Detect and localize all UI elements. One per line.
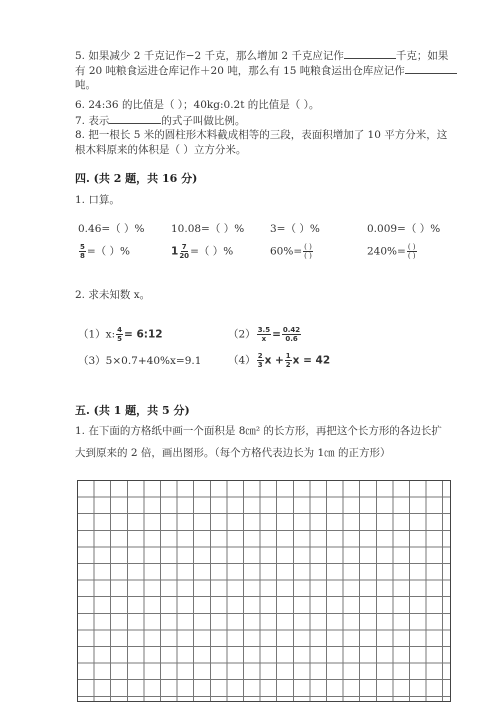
denominator: 8 [80, 252, 85, 260]
calc-item-6 [171, 243, 233, 260]
denominator: 0.6 [285, 335, 298, 343]
calc-item-5 [78, 243, 130, 260]
drawing-question-text-1: 1. 在下面的方格纸中画一个面积是 8㎝² 的长方形，再把这个长方形的各边长扩 [75, 425, 442, 437]
equation-1 [78, 326, 163, 343]
denominator: ( ) [304, 252, 312, 260]
graph-paper-grid[interactable] [77, 480, 451, 702]
calc-item-8-lead: 240%= [367, 245, 406, 258]
calc-item-4-text: 0.009=（ ）% [367, 223, 441, 235]
q5-text-d: 吨。 [75, 79, 96, 91]
q7-text-a: 7. 表示 [75, 115, 110, 127]
fraction [79, 243, 86, 260]
calc-item-1 [78, 222, 145, 236]
q8-text-b: 根木料原来的体积是（ ）立方分米。 [75, 144, 247, 156]
fraction [257, 326, 271, 343]
equation-2 [228, 326, 302, 343]
calc-item-3-text: 3=（ ）% [270, 223, 320, 235]
equation-4-lead: （4） [228, 354, 256, 367]
numerator: 4 [117, 326, 123, 334]
denominator: ( ) [407, 252, 416, 260]
fraction [303, 243, 313, 260]
oral-calc-title-text: 1. 口算。 [75, 194, 120, 206]
question-5-line-3 [75, 78, 96, 92]
calc-item-2-text: 10.08=（ ）% [171, 223, 245, 235]
equation-4-mid: x + [264, 354, 284, 367]
question-8-line-2 [75, 143, 246, 157]
q8-text-a: 8. 把一根长 5 米的圆柱形木料截成相等的三段，表面积增加了 10 平方分米，这 [75, 129, 448, 141]
calc-item-7 [270, 243, 314, 260]
numerator: 1 [285, 352, 291, 360]
equation-1-tail: = 6:12 [124, 328, 163, 341]
whole-number: 1 [171, 245, 179, 258]
denominator: x [261, 335, 267, 343]
answer-blank[interactable] [344, 48, 396, 59]
calc-item-8 [367, 243, 418, 260]
q5-text-c: 有 20 吨粮食运进仓库记作＋20 吨，那么有 15 吨粮食运出仓库应记作 [75, 65, 405, 77]
drawing-question-line-1 [75, 424, 442, 438]
fraction [116, 326, 123, 343]
calc-item-3 [270, 222, 320, 236]
denominator: 2 [285, 361, 291, 369]
solve-x-title [75, 288, 150, 302]
oral-calc-title [75, 193, 120, 207]
calc-item-1-text: 0.46=（ ）% [78, 223, 145, 235]
q5-text-b: 千克；如果 [395, 50, 449, 62]
calc-item-2 [171, 222, 244, 236]
equation-1-lead: （1）x: [78, 328, 116, 341]
numerator: ( ) [304, 243, 312, 251]
fraction [179, 243, 189, 260]
equation-4 [228, 352, 330, 369]
calc-item-5-tail: =（ ）% [86, 245, 130, 258]
question-8-line-1 [75, 128, 447, 142]
drawing-question-text-2: 大到原来的 2 倍，画出图形。（每个方格代表边长为 1㎝ 的正方形） [75, 447, 391, 459]
section-4-title [75, 170, 197, 186]
calc-item-7-lead: 60%= [270, 245, 303, 258]
section-4-title-text: 四. (共 2 题，共 16 分) [75, 172, 198, 185]
equation-3 [78, 354, 201, 368]
denominator: 3 [257, 361, 263, 369]
calc-item-6-tail: =（ ）% [190, 245, 234, 258]
numerator: 5 [80, 243, 85, 251]
answer-blank[interactable] [405, 63, 457, 74]
numerator: 3.5 [257, 326, 271, 334]
question-6 [75, 98, 319, 112]
question-5-line-1 [75, 48, 448, 63]
fraction [285, 352, 292, 369]
numerator: 2 [257, 352, 263, 360]
q6-text: 6. 24:36 的比值是（ ）；40kg:0.2t 的比值是（ ）。 [75, 99, 320, 111]
equation-3-text: （3）5×0.7+40%x=9.1 [78, 355, 202, 367]
equation-4-tail: x = 42 [292, 354, 331, 367]
denominator: 5 [117, 335, 123, 343]
numerator: ( ) [407, 243, 416, 251]
equals-sign: = [272, 328, 281, 341]
section-5-title [75, 402, 190, 418]
q7-text-b: 的式子叫做比例。 [161, 115, 246, 127]
fraction [407, 243, 417, 260]
answer-blank[interactable] [109, 113, 161, 124]
question-7 [75, 113, 245, 128]
denominator: 20 [179, 252, 190, 260]
solve-x-title-text: 2. 求未知数 x。 [75, 289, 151, 301]
question-5-line-2 [75, 63, 457, 78]
calc-item-4 [367, 222, 440, 236]
section-5-title-text: 五. (共 1 题，共 5 分) [75, 404, 190, 417]
numerator: 0.42 [282, 326, 301, 334]
q5-text-a: 5. 如果减少 2 千克记作−2 千克，那么增加 2 千克应记作 [75, 50, 344, 62]
fraction [257, 352, 264, 369]
drawing-question-line-2 [75, 446, 390, 460]
numerator: 7 [181, 243, 187, 251]
fraction [282, 326, 301, 343]
equation-2-lead: （2） [228, 328, 256, 341]
